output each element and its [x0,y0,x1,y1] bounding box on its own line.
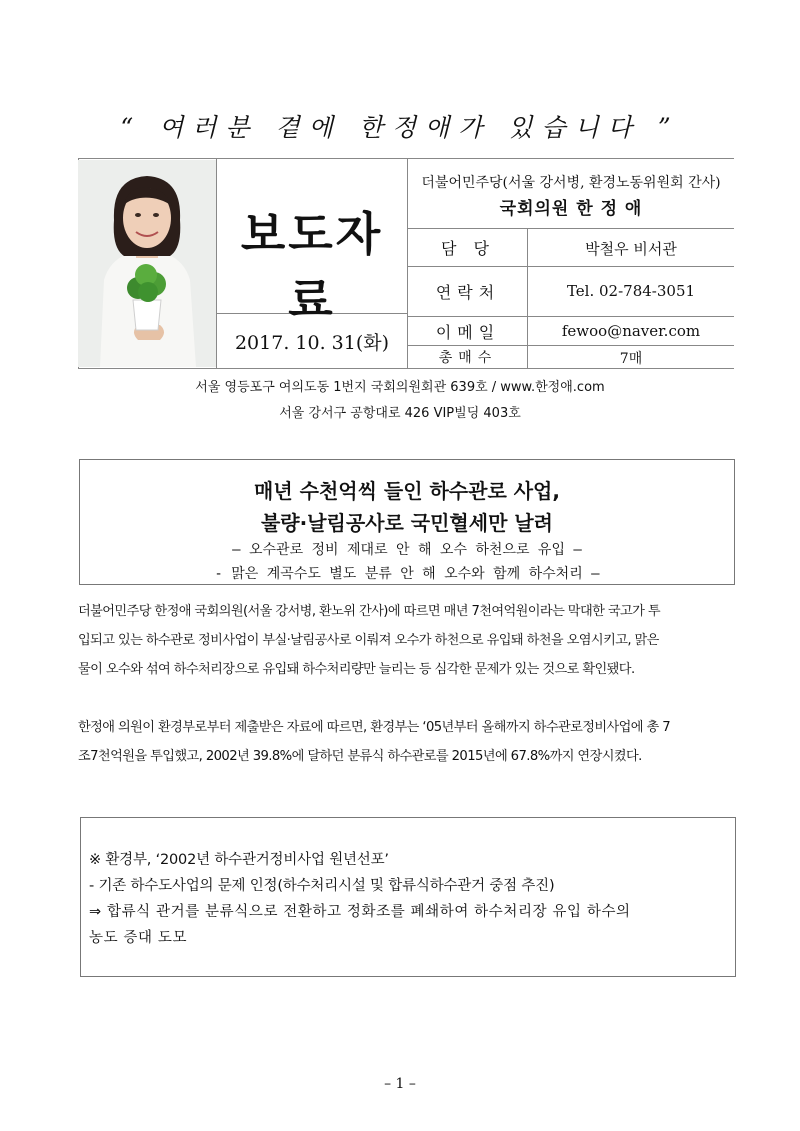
page-number: – 1 – [384,1076,416,1092]
paragraph-line: 조7천억원을 투입했고, 2002년 39.8%에 달하던 분류식 하수관로를 2015년에 67.8%까지 연장시켰다. [78,749,642,764]
headline-line-1: 매년 수천억씩 들인 하수관로 사업, [254,479,560,503]
paragraph-line: 물이 오수와 섞여 하수처리장으로 유입돼 하수처리량만 늘리는 등 심각한 문제가 있는 것으로 확인됐다. [78,662,635,677]
subheadline-1: – 오수관로 정비 제대로 안 해 오수 하천으로 유입 – [232,542,582,558]
press-header [78,158,734,369]
office-address: 서울 영등포구 여의도동 1번지 국회의원회관 639호 / www.한정애.com [195,380,605,395]
note-line-4: 농도 증대 도모 [89,930,188,946]
phone-value: Tel. 02-784-3051 [566,282,696,300]
row-divider-2 [407,266,734,267]
row-divider-4 [407,345,734,346]
member-name: 국회의원 한 정 애 [499,199,643,219]
party-affiliation: 더불어민주당(서울 강서병, 환경노동위원회 간사) [421,175,721,191]
row-divider-1 [407,228,734,229]
member-photo [78,160,216,367]
headline-box [79,459,735,585]
local-office-address: 서울 강서구 공항대로 426 VIP빌딩 403호 [279,406,521,421]
paragraph-line: 입되고 있는 하수관로 정비사업이 부실·날림공사로 이뤄져 오수가 하천으로 유입돼 하천을 오염시키고, 맑은 [78,633,659,648]
body-paragraph-1 [78,597,738,684]
subheadline-2: - 맑은 계곡수도 별도 분류 안 해 오수와 함께 하수처리 – [214,566,600,582]
note-line-1: ※ 환경부, ‘2002년 하수관거정비사업 원년선포’ [89,852,389,868]
header-border-top [78,158,734,159]
headline-line-2: 불량·날림공사로 국민혈세만 날려 [260,511,553,535]
header-divider-photo [216,158,217,369]
page-count-value: 7매 [619,351,643,367]
phone-label: 연락처 [435,283,501,302]
paragraph-line: 한정애 의원이 환경부로부터 제출받은 자료에 따르면, 환경부는 ‘05년부터 올해까지 하수관로정비사업에 총 7 [78,720,671,735]
slogan: “ 여러분 곁에 한정애가 있습니다 ” [120,113,680,142]
header-border-bottom [78,368,734,369]
note-line-3: ⇒ 합류식 관거를 분류식으로 전환하고 정화조를 폐쇄하여 하수처리장 유입 하수의 [89,904,631,920]
press-release-title: 보도자료 [240,207,384,327]
email-label: 이메일 [435,323,501,342]
contact-person-value: 박철우 비서관 [585,240,677,258]
body-paragraph-2 [78,713,738,771]
page-count-label: 총매수 [438,350,498,366]
note-box [80,817,736,977]
email-value[interactable]: fewoo@naver.com [561,322,701,340]
note-line-2: - 기존 하수도사업의 문제 인정(하수처리시설 및 합류식하수관거 중점 추진) [89,878,555,894]
row-divider-3 [407,316,734,317]
paragraph-line: 더불어민주당 한정애 국회의원(서울 강서병, 환노위 간사)에 따르면 매년 7천여억원이라는 막대한 국고가 투 [78,604,660,619]
release-date: 2017. 10. 31(화) [234,332,390,354]
contact-person-label: 담 당 [441,239,495,258]
